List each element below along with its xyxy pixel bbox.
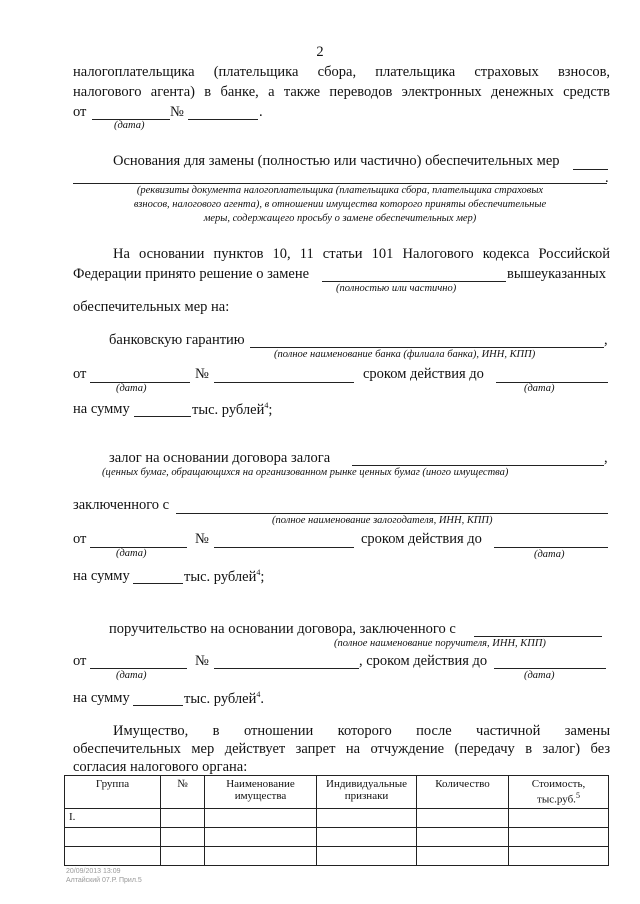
- decision-line-2a: Федерации принято решение о замене: [73, 266, 310, 282]
- pledge-number-label: №: [195, 531, 209, 547]
- pledge-validity-field[interactable]: [494, 547, 608, 548]
- pledge-caption: (ценных бумаг, обращающихся на организованном рынке ценных бумаг (иного имущества): [102, 467, 509, 478]
- footer-timestamp: 20/09/2013 13:09: [66, 868, 121, 875]
- pledge-label: залог на основании договора залога: [109, 450, 331, 466]
- property-table: [64, 775, 609, 866]
- grounds-caption-3: меры, содержащего просьбу о замене обеспечительных мер): [203, 213, 477, 224]
- surety-from-label: от: [73, 653, 87, 669]
- intro-number-label: №: [170, 104, 184, 120]
- decision-line-3: обеспечительных мер на:: [73, 299, 230, 315]
- surety-label: поручительство на основании договора, заключенного с: [109, 621, 456, 637]
- pledge-validity-label: сроком действия до: [361, 531, 482, 547]
- surety-sum-label: на сумму: [73, 690, 130, 706]
- surety-number-label: №: [195, 653, 209, 669]
- guarantee-sum-label: на сумму: [73, 401, 130, 417]
- grounds-title: Основания для замены (полностью или частично) обеспечительных мер: [113, 153, 560, 169]
- intro-from-label: от: [73, 104, 87, 120]
- pledge-sum-field[interactable]: [133, 583, 183, 584]
- guarantee-from-label: от: [73, 366, 87, 382]
- guarantee-label: банковскую гарантию: [109, 332, 245, 348]
- surety-sum-unit: тыс. рублей$^4$.: [184, 690, 264, 707]
- pledge-pledger-field[interactable]: [176, 513, 608, 514]
- guarantee-validity-label: сроком действия до: [363, 366, 484, 382]
- table-header-row: [65, 776, 609, 809]
- header-quantity: Количество: [417, 776, 509, 809]
- pledge-validity-caption: (дата): [534, 549, 565, 560]
- table-row: [65, 808, 609, 827]
- pledge-number-field[interactable]: [214, 547, 354, 548]
- intro-number-field[interactable]: [188, 119, 258, 120]
- surety-caption: (полное наименование поручителя, ИНН, КПП): [334, 638, 546, 649]
- grounds-field-end[interactable]: [573, 169, 608, 170]
- header-group: Группа: [65, 776, 161, 809]
- pledge-sum-label: на сумму: [73, 568, 130, 584]
- decision-line-1: На основании пунктов 10, 11 статьи 101 Налогового кодекса Российской: [113, 246, 611, 262]
- page-number: 2: [316, 44, 324, 60]
- guarantee-sum-unit: тыс. рублей$^4$;: [192, 401, 273, 418]
- decision-caption: (полностью или частично): [336, 283, 457, 294]
- guarantee-number-field[interactable]: [214, 382, 354, 383]
- property-line-3: согласия налогового органа:: [73, 759, 248, 775]
- decision-replacement-field[interactable]: [322, 281, 506, 282]
- surety-number-field[interactable]: [214, 668, 359, 669]
- pledge-object-field[interactable]: [352, 465, 604, 466]
- header-number: №: [161, 776, 205, 809]
- pledge-from-label: от: [73, 531, 87, 547]
- property-line-1: Имущество, в отношении которого после частичной замены: [113, 723, 611, 739]
- grounds-caption-1: (реквизиты документа налогоплательщика (плательщика сбора, плательщика страховых: [136, 185, 544, 196]
- pledge-concluded-caption: (полное наименование залогодателя, ИНН, КПП): [272, 515, 493, 526]
- pledge-sum-unit: тыс. рублей$^4$;: [184, 568, 265, 585]
- guarantee-validity-caption: (дата): [524, 383, 555, 394]
- surety-date-caption: (дата): [116, 670, 147, 681]
- table-row: [65, 827, 609, 846]
- guarantee-number-label: №: [195, 366, 209, 382]
- header-name: Наименование имущества: [205, 776, 317, 809]
- footer-file: Алтайский 07.Р. Прил.5: [66, 877, 142, 884]
- surety-validity-caption: (дата): [524, 670, 555, 681]
- guarantee-caption: (полное наименование банка (филиала банка), ИНН, КПП): [274, 349, 536, 360]
- decision-line-2b: вышеуказанных: [507, 266, 607, 282]
- pledge-date-caption: (дата): [116, 548, 147, 559]
- surety-date-field[interactable]: [90, 668, 187, 669]
- table-row: [65, 846, 609, 865]
- surety-sum-field[interactable]: [133, 705, 183, 706]
- guarantee-date-caption: (дата): [116, 383, 147, 394]
- property-line-2: обеспечительных мер действует запрет на отчуждение (передачу в залог) без: [73, 741, 611, 757]
- intro-line-2: налогового агента) в банке, а также переводов электронных денежных средств: [73, 84, 611, 100]
- intro-line-1: налогоплательщика (плательщика сбора, плательщика страховых взносов,: [73, 64, 611, 80]
- grounds-caption-2: взносов, налогового агента), в отношении имущества которого приняты обеспечительные: [133, 199, 547, 210]
- guarantee-sum-field[interactable]: [134, 416, 191, 417]
- header-features: Индивидуальные признаки: [317, 776, 417, 809]
- surety-guarantor-field[interactable]: [474, 636, 602, 637]
- surety-validity-label: , сроком действия до: [359, 653, 488, 669]
- guarantee-bank-field[interactable]: [250, 347, 604, 348]
- intro-date-caption: (дата): [114, 120, 145, 131]
- header-cost: Стоимость, тыс.руб.$^5$: [509, 776, 609, 809]
- grounds-field[interactable]: [73, 183, 607, 184]
- group-cell[interactable]: I.: [65, 808, 161, 827]
- surety-validity-field[interactable]: [494, 668, 606, 669]
- pledge-concluded-label: заключенного с: [73, 497, 170, 513]
